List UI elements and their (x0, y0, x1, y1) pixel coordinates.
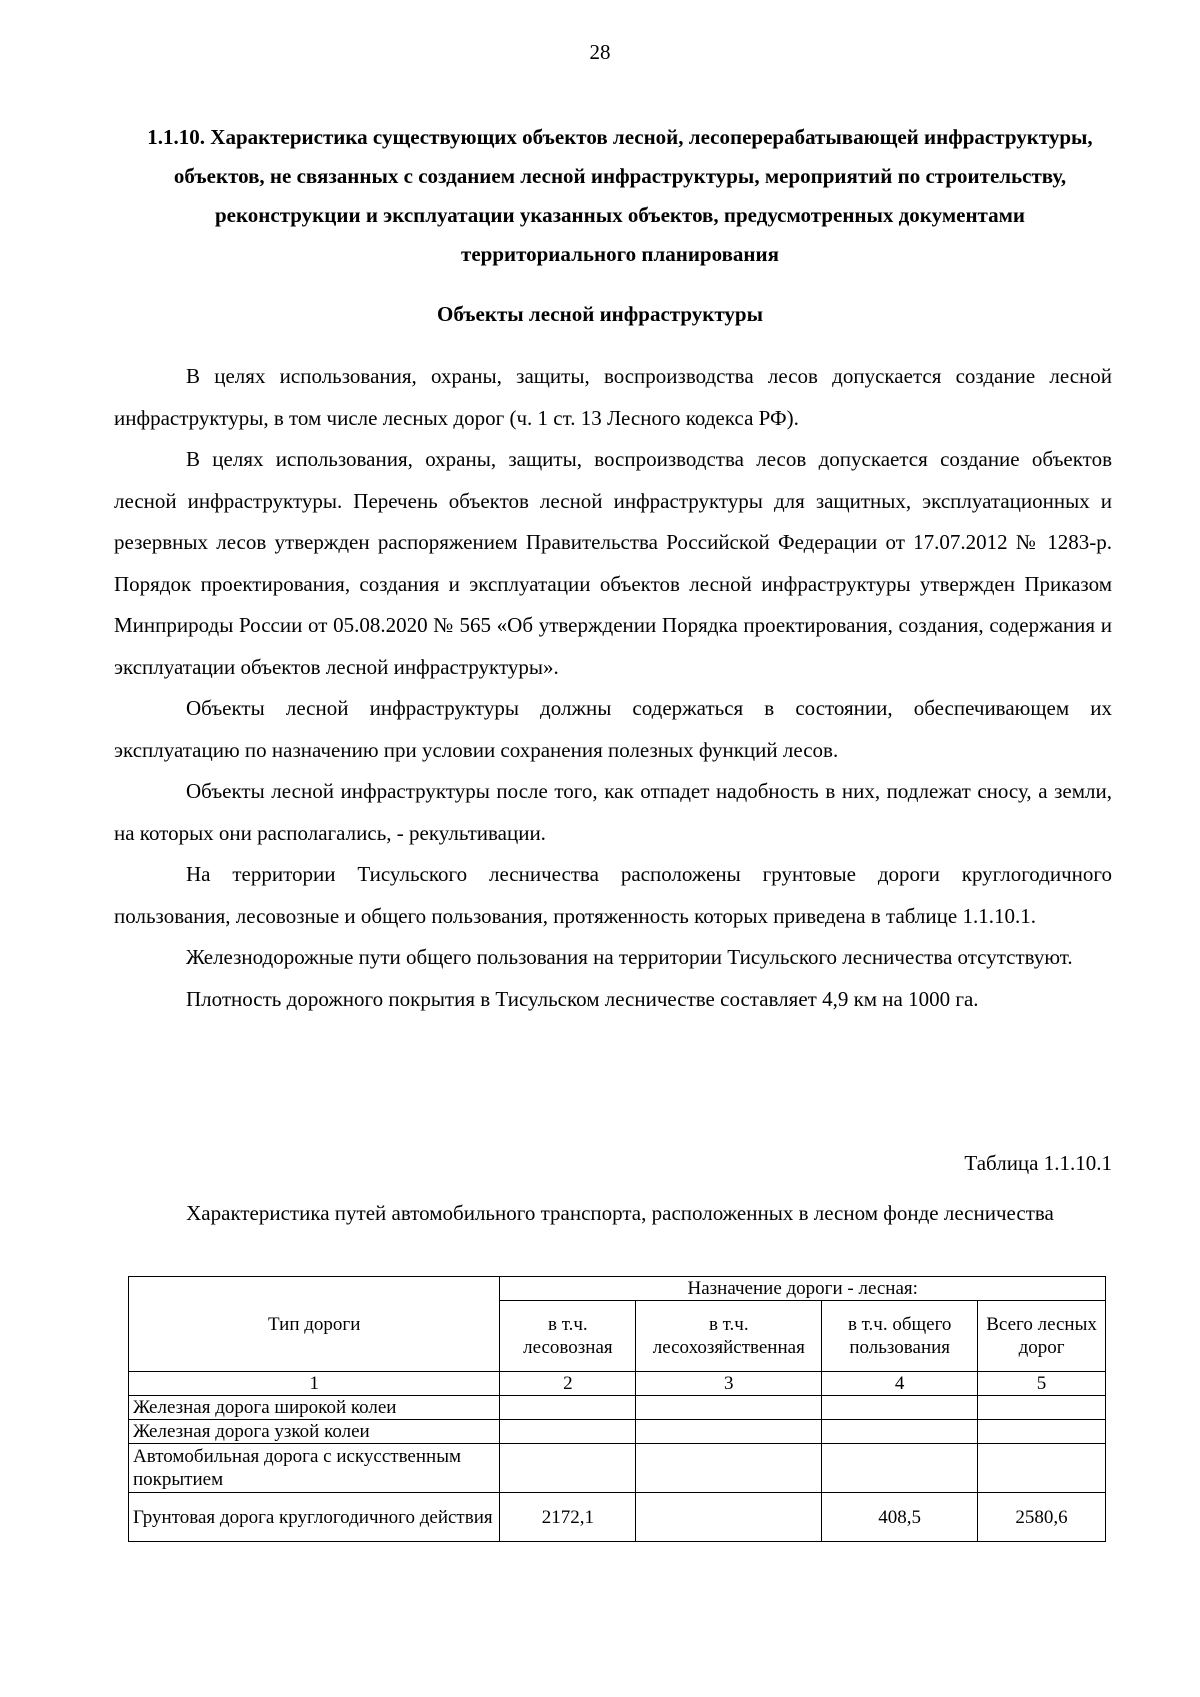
road-type-cell: Железная дорога узкой колеи (129, 1420, 500, 1444)
logging-cell (500, 1444, 636, 1493)
forestry-cell (636, 1396, 822, 1420)
body-text (114, 356, 1112, 1020)
paragraph: Железнодорожные пути общего пользования на территории Тисульского лесничества отсутствуют. (186, 945, 1073, 969)
roads-table (128, 1276, 1106, 1542)
column-number-row (129, 1372, 1106, 1396)
table-number: Таблица 1.1.10.1 (964, 1151, 1112, 1175)
table-header-row (129, 1277, 1106, 1301)
header-public-use: в т.ч. общего пользования (822, 1301, 978, 1372)
paragraph: Плотность дорожного покрытия в Тисульском лесничестве составляет 4,9 км на 1000 га. (186, 986, 979, 1011)
forestry-cell (636, 1420, 822, 1444)
total-cell (978, 1396, 1106, 1420)
total-cell (978, 1420, 1106, 1444)
section-title: 1.1.10. Характеристика существующих объектов лесной, лесоперерабатывающей инфраструктуры, объектов, не связанных с созданием лесной инфраструктуры, мероприятий по строительству, реконструкции и эксплуатации указанных объектов, предусмотренных документами территориального планирования (147, 125, 1093, 266)
header-purpose-group: Назначение дороги - лесная: (500, 1277, 1106, 1301)
paragraph: На территории Тисульского лесничества расположены грунтовые дороги круглогодичного пользования, лесовозные и общего пользования, протяженность которых приведена в таблице 1.1.10.1. (114, 862, 1112, 928)
header-total: Всего лесных дорог (978, 1301, 1106, 1372)
table-row (129, 1396, 1106, 1420)
public-use-cell (822, 1396, 978, 1420)
road-type-cell: Грунтовая дорога круглогодичного действия (129, 1493, 500, 1542)
logging-cell (500, 1420, 636, 1444)
header-forestry: в т.ч. лесохозяйственная (636, 1301, 822, 1372)
public-use-cell (822, 1444, 978, 1493)
table-caption: Характеристика путей автомобильного транспорта, расположенных в лесном фонде лесничества (186, 1201, 1054, 1225)
page-number: 28 (589, 40, 611, 64)
paragraph: В целях использования, охраны, защиты, воспроизводства лесов допускается создание лесной инфраструктуры, в том числе лесных дорог (ч. 1 ст. 13 Лесного кодекса РФ). (114, 364, 1112, 430)
table-row (129, 1444, 1106, 1493)
column-number: 2 (500, 1372, 636, 1396)
column-number: 5 (978, 1372, 1106, 1396)
public-use-cell: 408,5 (822, 1493, 978, 1542)
column-number: 3 (636, 1372, 822, 1396)
paragraph: Объекты лесной инфраструктуры должны содержаться в состоянии, обеспечивающем их эксплуатацию по назначению при условии сохранения полезных функций лесов. (114, 696, 1112, 762)
forestry-cell (636, 1444, 822, 1493)
forestry-cell (636, 1493, 822, 1542)
road-type-cell: Автомобильная дорога с искусственным покрытием (129, 1444, 500, 1493)
header-logging: в т.ч. лесовозная (500, 1301, 636, 1372)
column-number: 1 (129, 1372, 500, 1396)
subsection-title: Объекты лесной инфраструктуры (437, 302, 763, 326)
logging-cell: 2172,1 (500, 1493, 636, 1542)
paragraph: В целях использования, охраны, защиты, воспроизводства лесов допускается создание объектов лесной инфраструктуры. Перечень объектов лесной инфраструктуры для защитных, эксплуатационных и резервных лесов утвержден распоряжением Правительства Российской Федерации от 17.07.2012 № 1283-р. Порядок проектирования, создания и эксплуатации объектов лесной инфраструктуры утвержден Приказом Минприроды России от 05.08.2020 № 565 «Об утверждении Порядка проектирования, создания, содержания и эксплуатации объектов лесной инфраструктуры». (114, 447, 1112, 679)
public-use-cell (822, 1420, 978, 1444)
header-road-type: Тип дороги (129, 1277, 500, 1372)
road-type-cell: Железная дорога широкой колеи (129, 1396, 500, 1420)
table-row (129, 1420, 1106, 1444)
logging-cell (500, 1396, 636, 1420)
column-number: 4 (822, 1372, 978, 1396)
paragraph: Объекты лесной инфраструктуры после того, как отпадет надобность в них, подлежат сносу, а земли, на которых они располагались, - рекультивации. (114, 779, 1112, 845)
table-row (129, 1493, 1106, 1542)
total-cell: 2580,6 (978, 1493, 1106, 1542)
total-cell (978, 1444, 1106, 1493)
